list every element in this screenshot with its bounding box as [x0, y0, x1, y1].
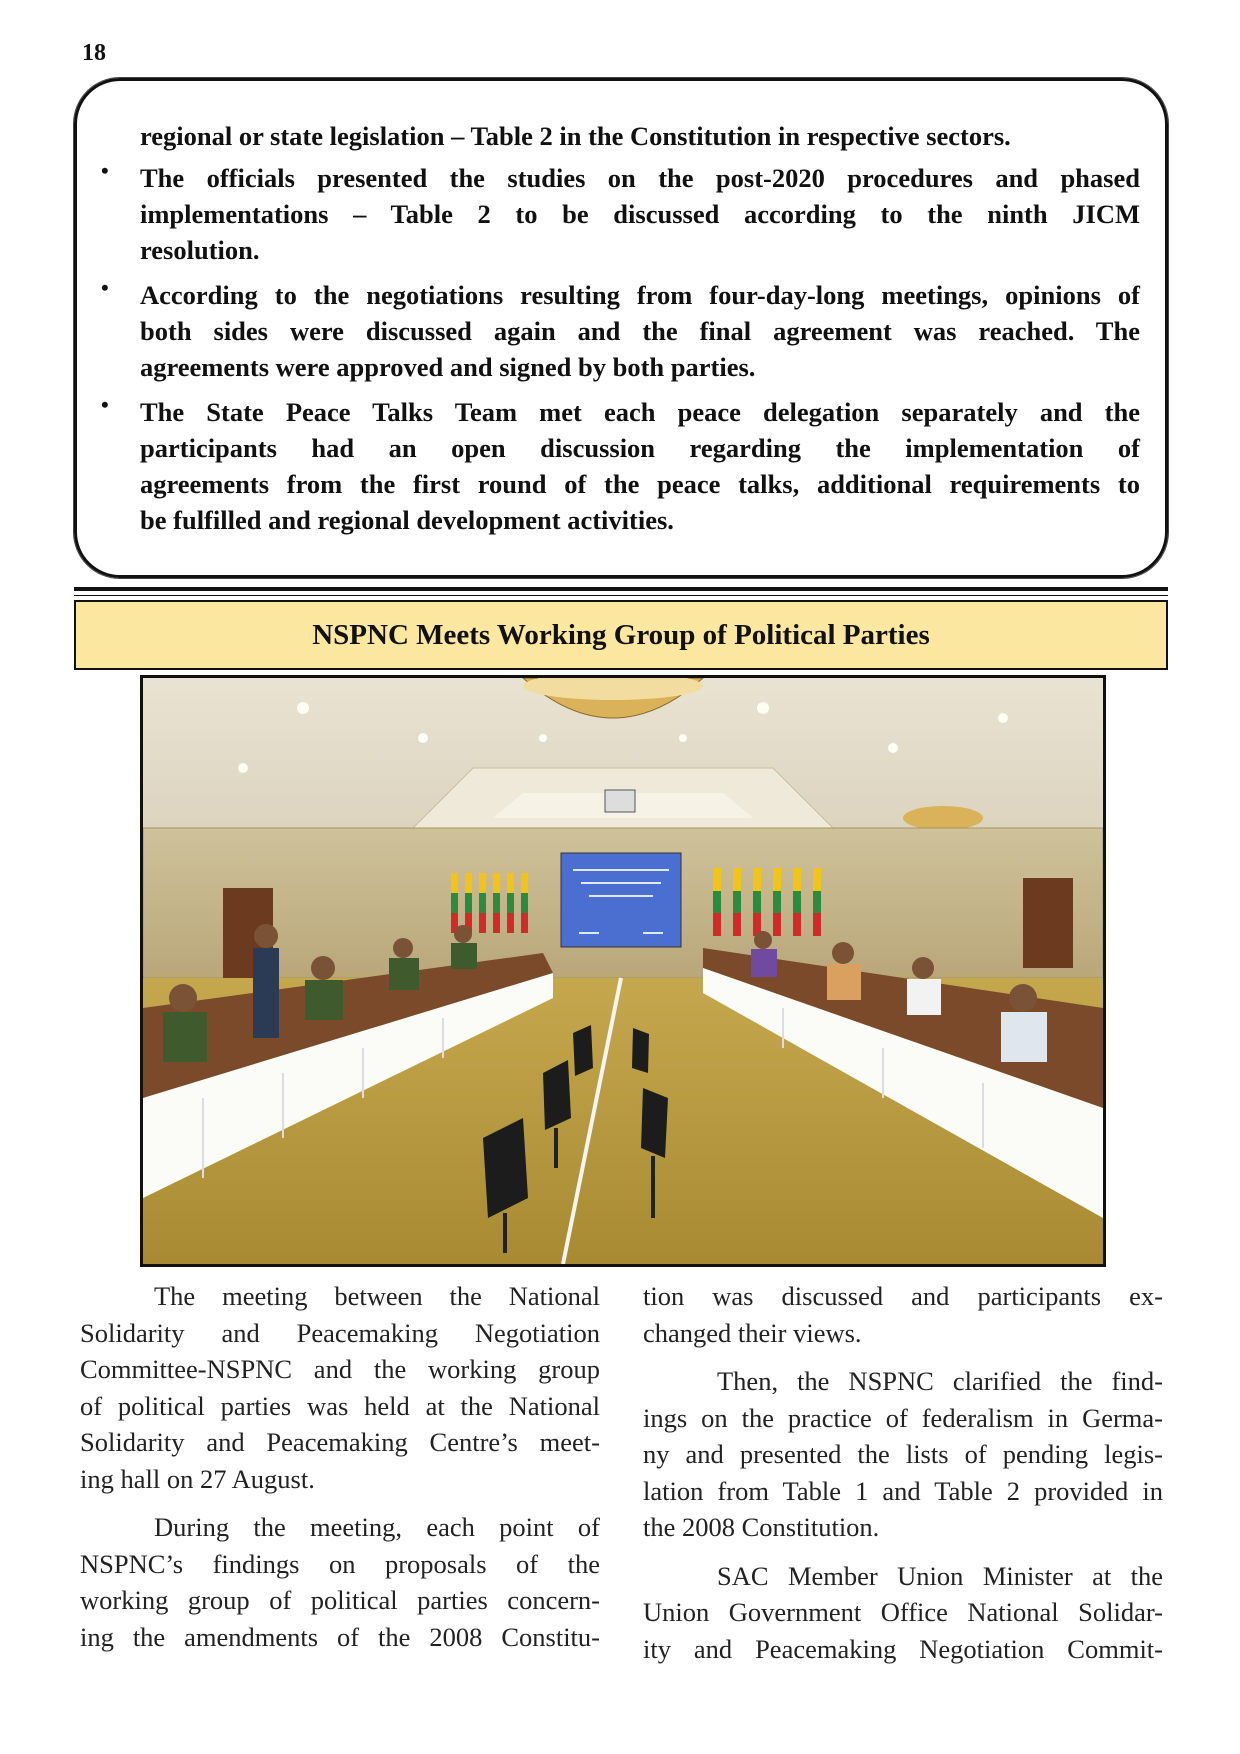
section-heading: NSPNC Meets Working Group of Political Parties	[74, 600, 1168, 670]
double-rule-top	[74, 587, 1168, 591]
bullet-icon: •	[101, 158, 109, 183]
box-continuation-line: regional or state legislation – Table 2 in the Constitution in respective sectors.	[140, 121, 1011, 151]
right-paragraph-3: SAC Member Union Minister at the Union Government Office National Solidar- ity and Peacemaking Negotiation Commit-	[643, 1560, 1163, 1664]
bullet-2-text: According to the negotiations resulting from four-day-long meetings, opinions of both sides were discussed again and the final agreement was reached. The agreements were approved and signed by both parties.	[140, 280, 1140, 382]
left-paragraph-1: The meeting between the National Solidarity and Peacemaking Negotiation Committee-NSPNC and the working group of political parties was held at the National Solidarity and Peacemaking Centre’s meet- ing hall on 27 August.	[80, 1281, 600, 1494]
bullet-1-text: The officials presented the studies on the post-2020 procedures and phased implementations – Table 2 to be discussed according to the ninth JICM resolution.	[140, 163, 1140, 265]
bullet-icon: •	[101, 392, 109, 417]
right-paragraph-2: Then, the NSPNC clarified the find- ings on the practice of federalism in Germa- ny and presented the lists of pending legis- lation from Table 1 and Table 2 provided in the 2008 Constitution.	[643, 1366, 1163, 1542]
left-column	[80, 1278, 600, 1655]
right-paragraph-1: tion was discussed and participants ex- changed their views.	[643, 1281, 1163, 1348]
right-column	[643, 1278, 1163, 1667]
double-rule-bottom	[74, 595, 1168, 596]
page-number: 18	[82, 40, 106, 66]
meeting-hall-illustration	[143, 678, 1103, 1264]
bullet-icon: •	[101, 275, 109, 300]
bullet-3-text: The State Peace Talks Team met each peace delegation separately and the participants had an open discussion regarding the implementation of agreements from the first round of the peace talks, additional requirements to be fulfilled and regional development activities.	[140, 397, 1140, 535]
meeting-hall-photo	[140, 675, 1106, 1267]
left-paragraph-2: During the meeting, each point of NSPNC’s findings on proposals of the working group of political parties concern- ing the amendments of the 2008 Constitu-	[80, 1512, 600, 1652]
